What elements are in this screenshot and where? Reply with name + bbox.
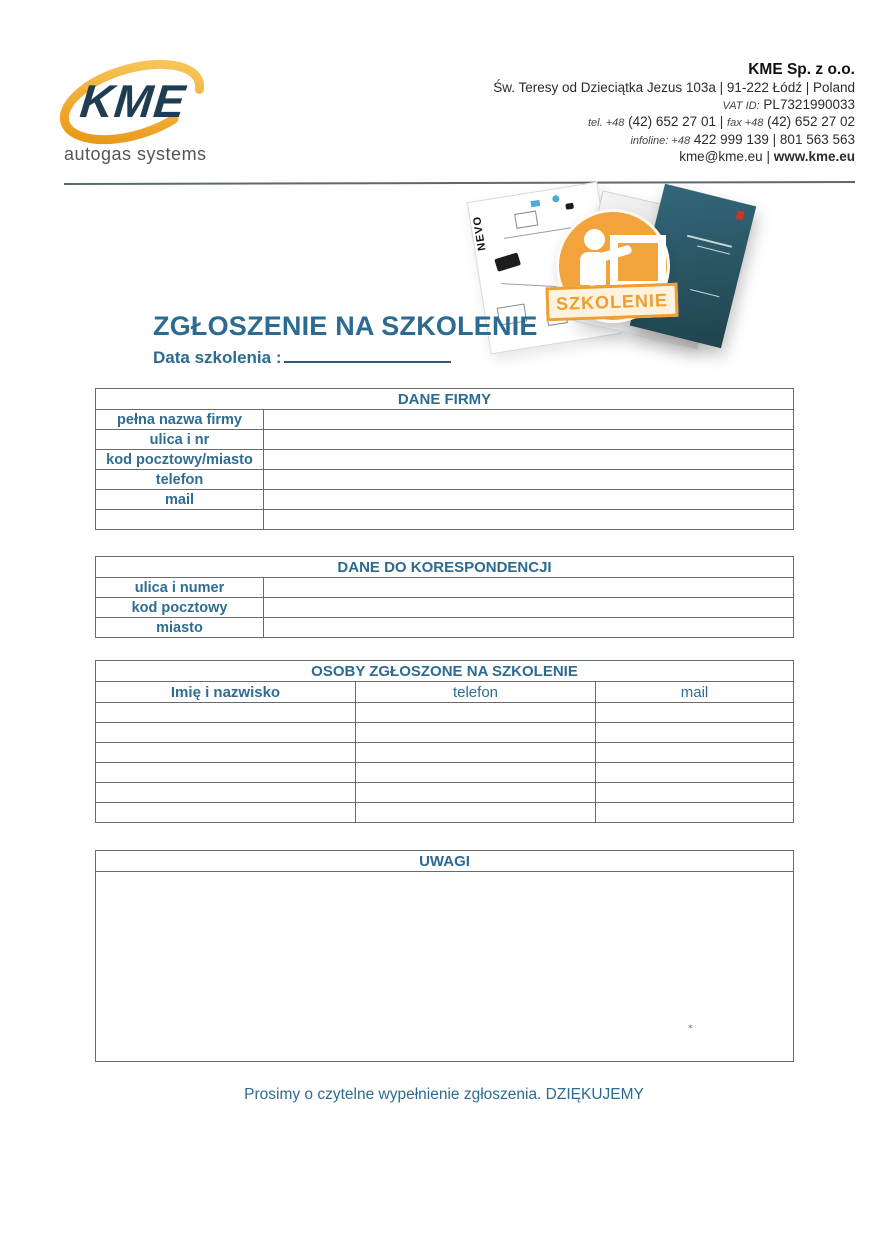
training-date-row: [153, 347, 451, 368]
row-value-cell: [264, 410, 794, 430]
diagram-doodle: [514, 211, 538, 229]
table-row: [96, 763, 794, 783]
row-label: kod pocztowy: [96, 598, 264, 618]
table-title: DANE DO KORESPONDENCJI: [96, 557, 794, 578]
column-header-mail: mail: [596, 682, 794, 703]
tel-value: (42) 652 27 01: [628, 114, 716, 129]
table-title: DANE FIRMY: [96, 389, 794, 410]
row-value-cell: [264, 618, 794, 638]
empty-cell: [596, 703, 794, 723]
column-header-phone: telefon: [356, 682, 596, 703]
whiteboard-icon: [610, 235, 666, 289]
row-label: kod pocztowy/miasto: [96, 450, 264, 470]
company-phones: [493, 114, 855, 132]
empty-cell: [596, 763, 794, 783]
logo-text: KME: [77, 75, 189, 127]
company-infoline: [493, 132, 855, 150]
row-label: miasto: [96, 618, 264, 638]
row-label: [96, 510, 264, 530]
empty-cell: [96, 803, 356, 823]
trainer-person-icon: [584, 229, 605, 250]
row-value-cell: [264, 578, 794, 598]
book-logo-mark: [736, 210, 745, 220]
company-vat: [493, 97, 855, 115]
row-label: ulica i numer: [96, 578, 264, 598]
empty-cell: [96, 703, 356, 723]
company-web: [493, 149, 855, 166]
form-title: ZGŁOSZENIE NA SZKOLENIE: [153, 311, 538, 341]
table-row: [96, 450, 794, 470]
diagram-doodle: [552, 195, 560, 203]
training-date-label: Data szkolenia :: [153, 348, 282, 367]
row-value-cell: [264, 510, 794, 530]
book-title-line: [690, 289, 719, 297]
table-title: OSOBY ZGŁOSZONE NA SZKOLENIE: [96, 661, 794, 682]
infoline-label: infoline: +48: [630, 134, 691, 147]
empty-cell: [356, 703, 596, 723]
logo-subtitle: autogas systems: [64, 144, 207, 164]
correspondence-data-table: [95, 556, 794, 638]
row-value-cell: [264, 598, 794, 618]
training-date-blank: [284, 347, 451, 363]
empty-cell: [356, 743, 596, 763]
separator: |: [766, 149, 770, 164]
company-address-block: [493, 60, 855, 166]
empty-cell: [96, 743, 356, 763]
empty-cell: [596, 723, 794, 743]
table-row: [96, 618, 794, 638]
book-title-line: [697, 245, 730, 254]
company-name: KME Sp. z o.o.: [748, 61, 855, 78]
company-website: www.kme.eu: [773, 149, 855, 164]
company-street: Św. Teresy od Dzieciątka Jezus 103a | 91-222 Łódź | Poland: [493, 80, 855, 95]
row-label: ulica i nr: [96, 430, 264, 450]
table-row: [96, 598, 794, 618]
badge-banner: SZKOLENIE: [545, 283, 678, 322]
table-row: [96, 723, 794, 743]
table-title: UWAGI: [96, 851, 794, 872]
table-row: [96, 578, 794, 598]
row-label: telefon: [96, 470, 264, 490]
empty-cell: [96, 723, 356, 743]
table-row: [96, 872, 794, 1062]
product-name-label: NEVO: [471, 214, 489, 252]
table-row: [96, 490, 794, 510]
footer-note: Prosimy o czytelne wypełnienie zgłoszenia. DZIĘKUJEMY: [244, 1086, 644, 1103]
diagram-doodle: [494, 252, 521, 271]
table-row: [96, 743, 794, 763]
empty-cell: [596, 803, 794, 823]
column-header-name: Imię i nazwisko: [96, 682, 356, 703]
empty-cell: [596, 743, 794, 763]
separator: |: [719, 114, 724, 129]
vat-value: PL7321990033: [763, 96, 855, 112]
empty-cell: [356, 723, 596, 743]
row-label: pełna nazwa firmy: [96, 410, 264, 430]
empty-cell: [596, 783, 794, 803]
fax-value: (42) 652 27 02: [767, 114, 855, 129]
row-value-cell: [264, 490, 794, 510]
fax-label: fax +48: [727, 117, 764, 129]
empty-cell: [356, 803, 596, 823]
vat-label: VAT ID:: [722, 99, 760, 112]
szkolenie-badge: [552, 209, 668, 333]
trainees-table: [95, 660, 794, 823]
table-row: [96, 803, 794, 823]
empty-cell: [96, 763, 356, 783]
notes-table: [95, 850, 794, 1062]
table-row: [96, 430, 794, 450]
table-row: [96, 783, 794, 803]
row-value-cell: [264, 430, 794, 450]
company-data-table: [95, 388, 794, 530]
company-email: kme@kme.eu: [679, 149, 763, 164]
row-value-cell: [264, 470, 794, 490]
scan-artifact: ⁎: [688, 1020, 693, 1030]
row-value-cell: [264, 450, 794, 470]
kme-logo: [52, 52, 222, 167]
book-title-line: [687, 235, 732, 248]
trainer-torso-icon: [580, 252, 606, 285]
empty-cell: [356, 783, 596, 803]
empty-cell: [356, 763, 596, 783]
table-row: [96, 510, 794, 530]
table-row: [96, 410, 794, 430]
table-row: [96, 470, 794, 490]
row-label: mail: [96, 490, 264, 510]
empty-cell: [96, 783, 356, 803]
table-row: [96, 703, 794, 723]
infoline-value: 422 999 139 | 801 563 563: [693, 131, 855, 147]
notes-empty-area: [96, 872, 794, 1062]
diagram-doodle: [530, 200, 540, 207]
tel-label: tel. +48: [587, 117, 625, 129]
